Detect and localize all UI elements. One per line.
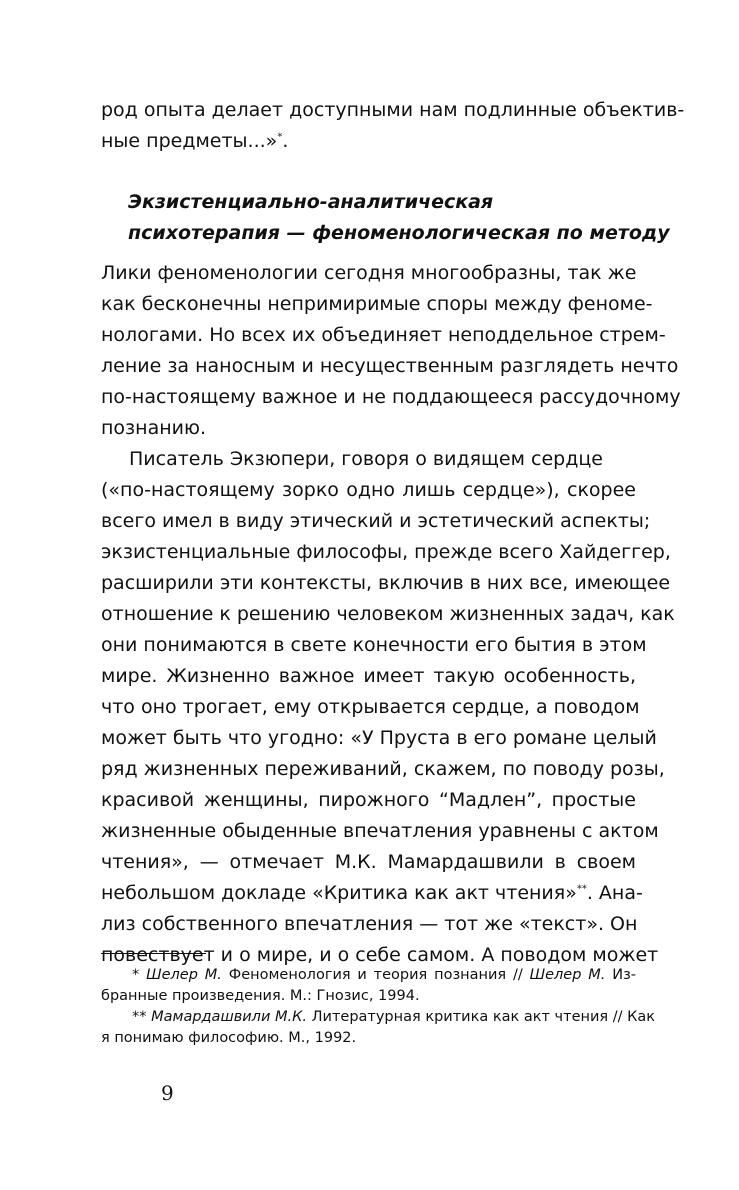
footnote-1: * Шелер М. Феноменология и теория познания // Шелер М. Из- — [132, 967, 637, 983]
body-line: Писатель Экзюпери, говоря о видящем сердце — [129, 448, 603, 470]
body-line: всего имел в виду этический и эстетический аспекты; — [101, 510, 651, 532]
body-line: как бесконечны непримиримые споры между феноме- — [101, 293, 653, 315]
body-line: может быть что угодно: «У Пруста в его романе целый — [101, 727, 657, 749]
body-line: ряд жизненных переживаний, скажем, по поводу розы, — [101, 758, 665, 780]
body-line: ление за наносным и несущественным разглядеть нечто — [101, 355, 679, 377]
body-line: отношение к решению человеком жизненных задач, как — [101, 603, 675, 625]
body-line: род опыта делает доступными нам подлинные объектив- — [101, 99, 685, 121]
body-line: расширили эти контексты, включив в них все, имеющее — [101, 572, 671, 594]
body-line: нологами. Но всех их объединяет неподдельное стрем- — [101, 324, 666, 346]
footnote-ref: * — [277, 131, 283, 143]
body-line: познанию. — [101, 417, 207, 439]
footnote-2-cont: я понимаю философию. М., 1992. — [101, 1030, 357, 1046]
body-line: жизненные обыденные впечатления уравнены с актом — [101, 820, 659, 842]
body-line: экзистенциальные философы, прежде всего Хайдеггер, — [101, 541, 671, 563]
body-line: что оно трогает, ему открывается сердце, а поводом — [101, 696, 640, 718]
footnote-1-cont: бранные произведения. М.: Гнозис, 1994. — [101, 988, 420, 1004]
section-heading-line-2: психотерапия — феноменологическая по методу — [128, 222, 670, 244]
body-line: ные предметы...»*. — [101, 130, 289, 152]
body-line: они понимаются в свете конечности его бытия в этом — [101, 634, 647, 656]
body-line: чтения», — отмечает М.К. Мамардашвили в своем — [101, 851, 636, 873]
section-heading-line-1: Экзистенциально-аналитическая — [128, 191, 494, 213]
footnote-2: ** Мамардашвили М.К. Литературная критика как акт чтения // Как — [132, 1009, 656, 1025]
body-line: Лики феноменологии сегодня многообразны, так же — [101, 262, 637, 284]
footnote-ref: ** — [576, 883, 587, 895]
page-number: 9 — [161, 1081, 174, 1105]
body-line: («по-настоящему зорко одно лишь сердце»), скорее — [101, 479, 636, 501]
body-line: красивой женщины, пирожного “Мадлен”, простые — [101, 789, 636, 811]
body-line: небольшом докладе «Критика как акт чтения»**. Ана- — [101, 882, 643, 904]
body-line: мире. Жизненно важное имеет такую особенность, — [101, 665, 636, 687]
body-line: лиз собственного впечатления — тот же «текст». Он — [101, 913, 638, 935]
body-line: повествует и о мире, и о себе самом. А поводом может — [101, 944, 659, 966]
body-line: по-настоящему важное и не поддающееся рассудочному — [101, 386, 681, 408]
footnote-separator — [101, 953, 206, 954]
